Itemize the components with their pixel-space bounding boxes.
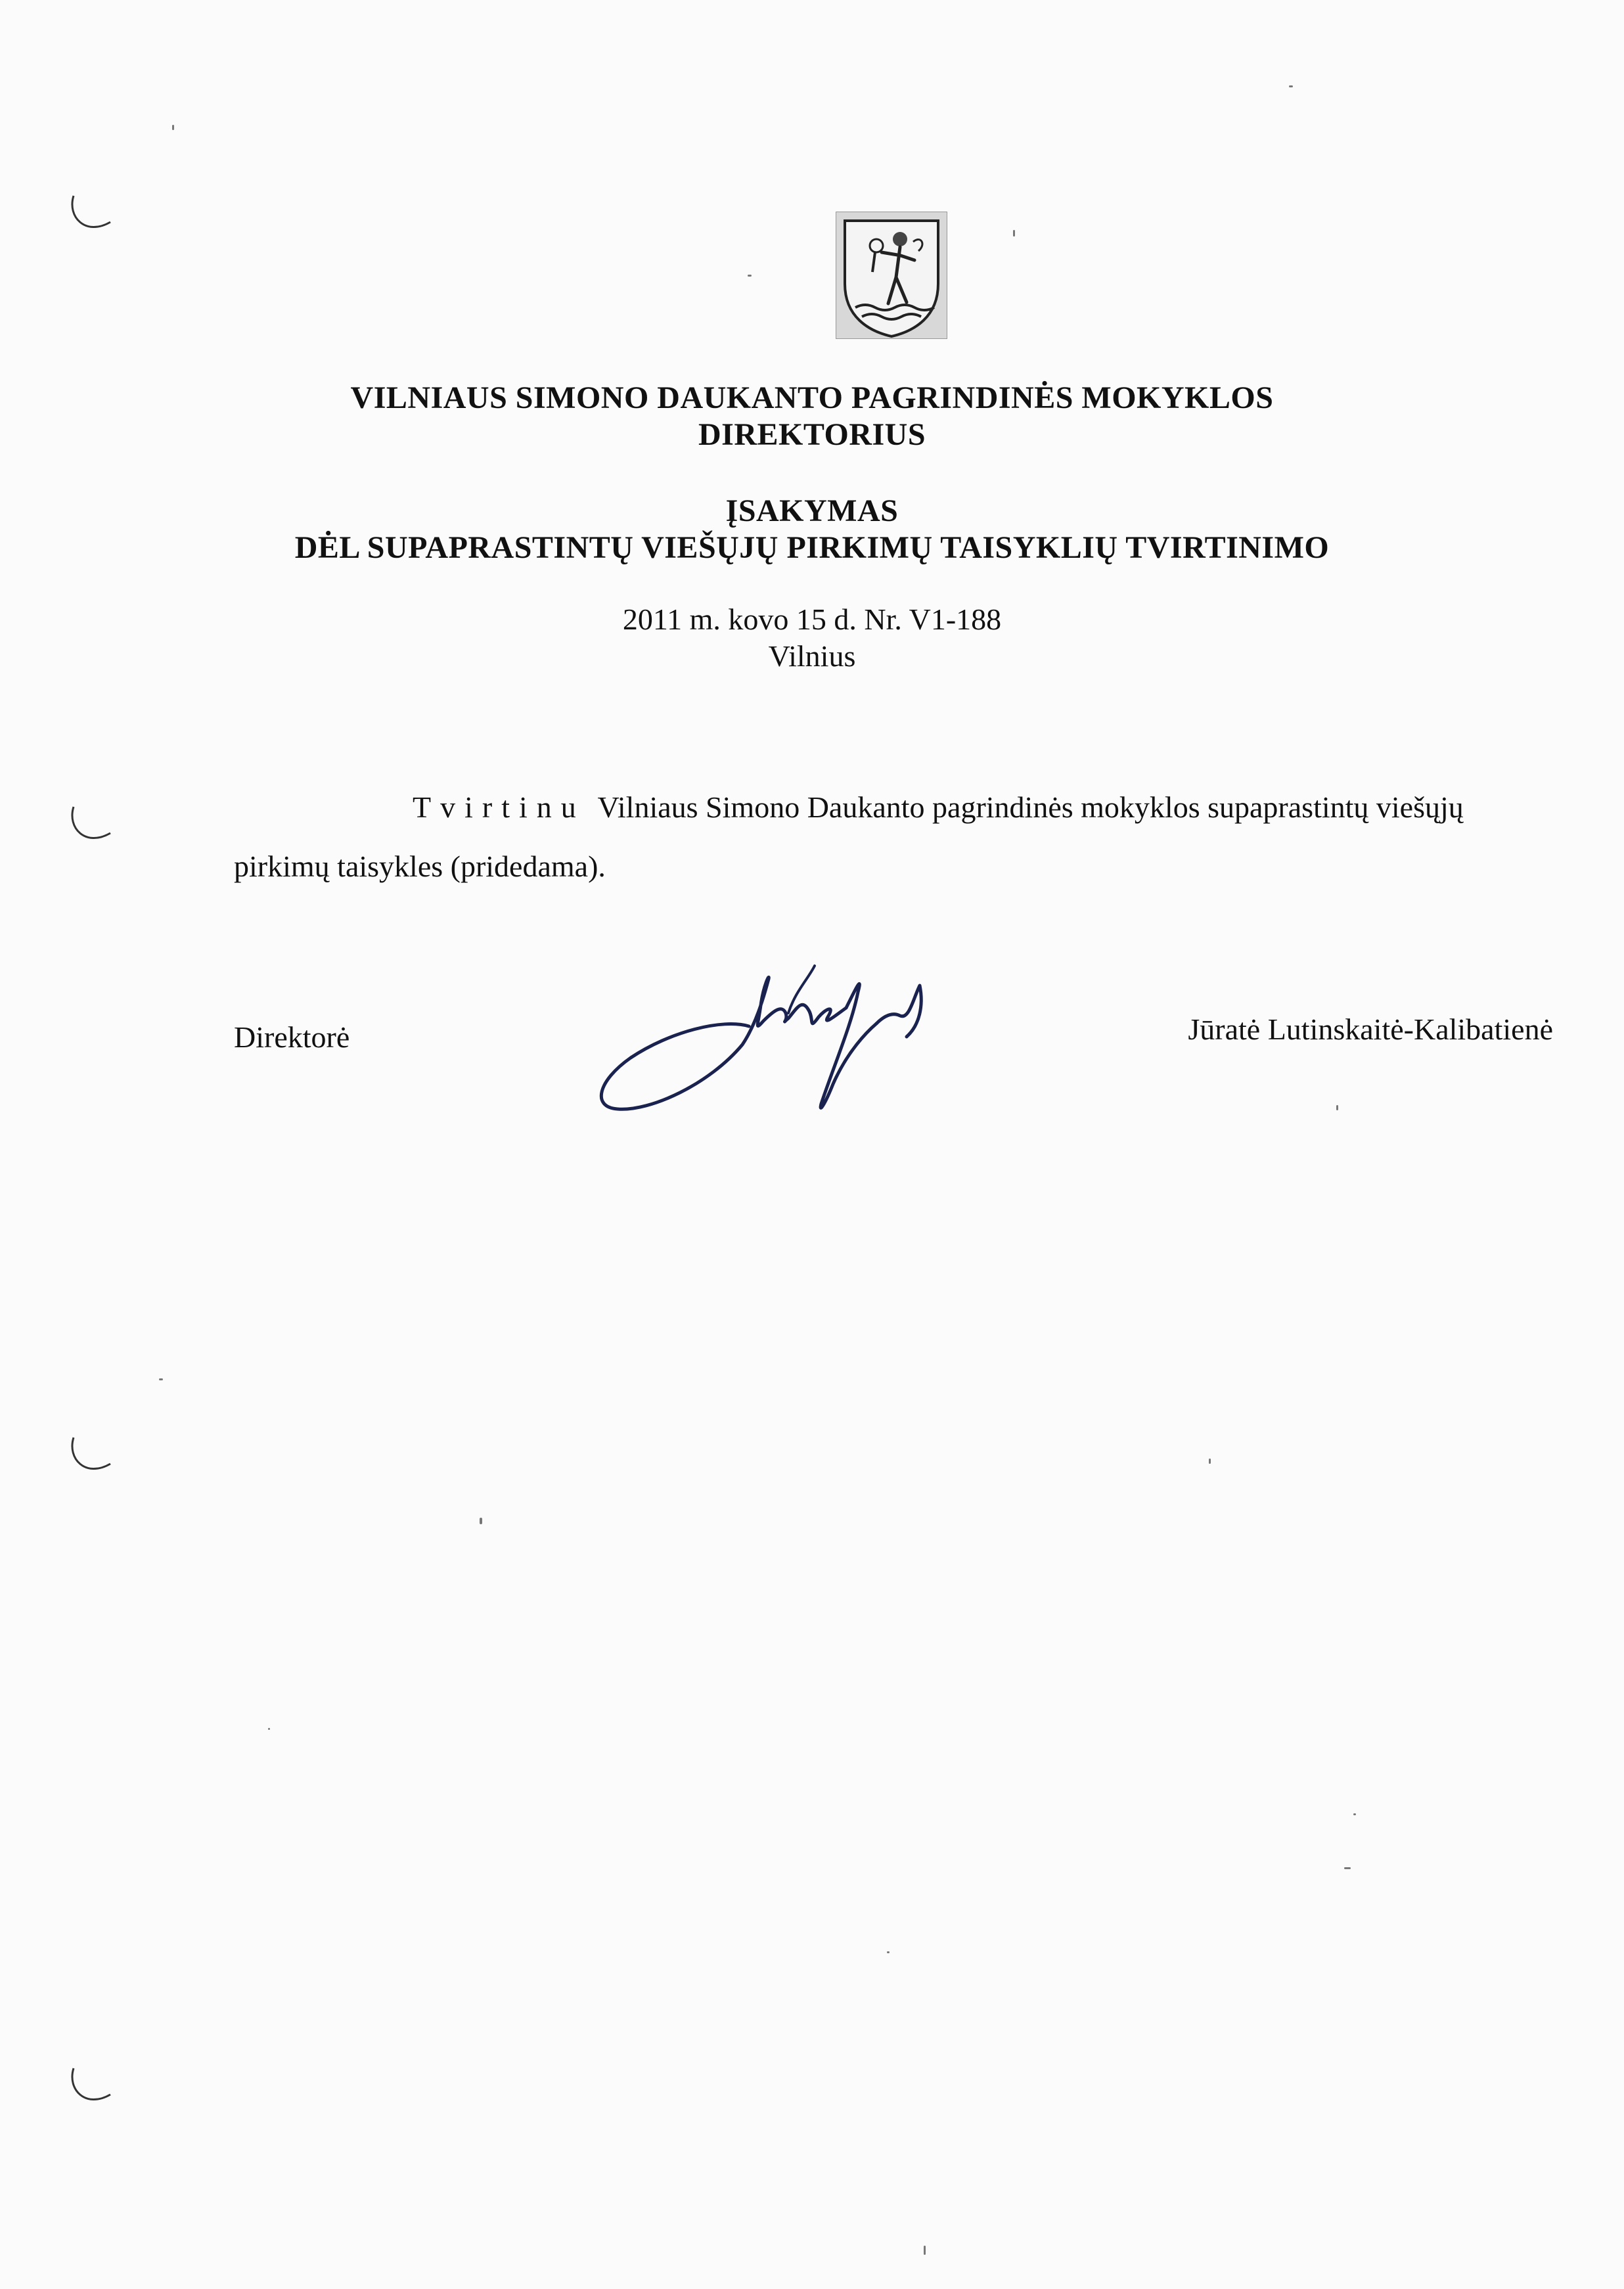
scan-speck: [1353, 1813, 1356, 1815]
scan-speck: [887, 1951, 890, 1953]
document-place: Vilnius: [768, 639, 856, 673]
punch-hole-icon: [66, 191, 114, 239]
scan-speck: [1289, 85, 1293, 87]
scan-speck: [159, 1378, 163, 1380]
scan-speck: [268, 1728, 270, 1730]
punch-hole-icon: [66, 1432, 114, 1481]
body-line-1-text: Vilniaus Simono Daukanto pagrindinės mokyklos supaprastintų viešųjų: [597, 790, 1464, 824]
institution-name: VILNIAUS SIMONO DAUKANTO PAGRINDINĖS MOKYKLOS: [350, 380, 1274, 415]
vilnius-coat-of-arms-icon: [836, 212, 947, 339]
signer-name: Jūratė Lutinskaitė-Kalibatienė: [1188, 1012, 1553, 1046]
scan-speck: [924, 2246, 926, 2255]
approval-verb: Tvirtinu: [413, 790, 585, 824]
scan-speck: [480, 1518, 482, 1524]
punch-hole-icon: [66, 802, 114, 850]
document-date-number: 2011 m. kovo 15 d. Nr. V1-188: [622, 602, 1002, 636]
punch-hole-icon: [66, 2063, 114, 2112]
body-paragraph-line-1: [413, 790, 1464, 825]
scan-speck: [172, 125, 174, 130]
document-type-title: ĮSAKYMAS: [725, 493, 899, 528]
signer-position: Direktorė: [234, 1020, 350, 1054]
scan-speck: [748, 275, 752, 277]
scan-speck: [1013, 230, 1015, 237]
institution-role: DIREKTORIUS: [698, 417, 926, 452]
scan-speck: [1336, 1105, 1338, 1110]
document-subject: DĖL SUPAPRASTINTŲ VIEŠŲJŲ PIRKIMŲ TAISYKLIŲ TVIRTINIMO: [294, 530, 1330, 565]
body-paragraph-line-2: pirkimų taisykles (pridedama).: [234, 850, 606, 883]
handwritten-signature: [591, 953, 946, 1130]
scan-speck: [1344, 1867, 1351, 1869]
scan-speck: [1209, 1459, 1211, 1464]
